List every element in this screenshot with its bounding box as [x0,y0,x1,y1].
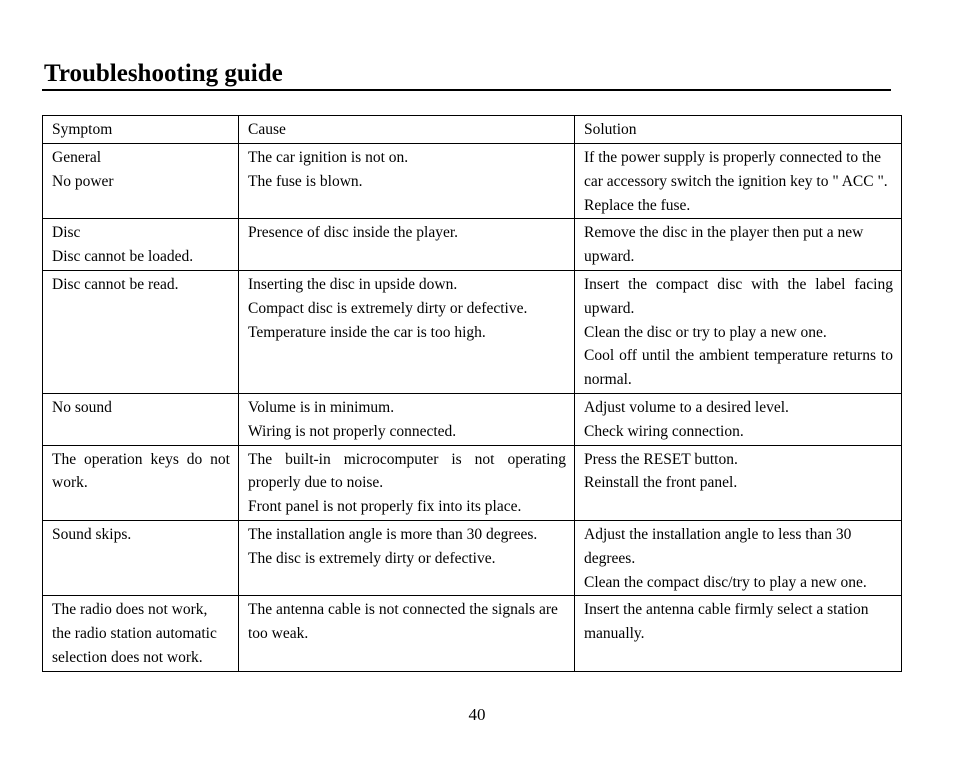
symptom-line: The radio does not work, the radio station automatic selection does not work. [52,601,217,666]
cause-line: The built-in microcomputer is not operating properly due to noise. [248,450,566,492]
solution-line: Clean the disc or try to play a new one. [584,323,827,341]
solution-line: Cool off until the ambient temperature returns to normal. [584,347,893,389]
solution-cell [575,270,902,393]
cause-line: Volume is in minimum. [248,398,395,416]
cause-line: The car ignition is not on. [248,149,409,166]
solution-line: Remove the disc in the player then put a new upward. [584,224,864,266]
table-row [43,596,902,671]
cause-line: Temperature inside the car is too high. [248,323,486,341]
cause-line: Wiring is not properly connected. [248,422,457,440]
solution-cell [575,445,902,520]
symptom-line: Disc cannot be loaded. [52,248,194,266]
solution-line: Reinstall the front panel. [584,474,738,492]
cause-line: Front panel is not properly fix into its place. [248,498,522,516]
cause-line: The installation angle is more than 30 degrees. [248,525,538,543]
symptom-line: Sound skips. [52,525,132,543]
title-underline [42,89,891,91]
cause-line: The fuse is blown. [248,172,363,190]
table-row [43,520,902,595]
cause-cell [239,445,575,520]
cause-cell [239,520,575,595]
cause-cell [239,596,575,671]
symptom-line: Disc [52,224,81,242]
cause-cell [239,270,575,393]
symptom-line: Disc cannot be read. [52,275,179,293]
solution-line: Insert the compact disc with the label facing upward. [584,275,893,317]
solution-cell [575,520,902,595]
table-row [43,393,902,445]
symptom-cell [43,445,239,520]
cause-line: The disc is extremely dirty or defective. [248,549,496,567]
table-row [43,219,902,271]
cause-cell [239,219,575,271]
cause-cell [239,393,575,445]
troubleshooting-table [42,115,902,672]
cause-line: Compact disc is extremely dirty or defective. [248,299,528,317]
table-row [43,445,902,520]
symptom-cell [43,270,239,393]
symptom-cell [43,219,239,271]
solution-line: Clean the compact disc/try to play a new one. [584,573,867,591]
solution-cell [575,596,902,671]
cause-line: Presence of disc inside the player. [248,224,459,242]
solution-line: Adjust volume to a desired level. [584,398,789,416]
page-number: 40 [468,705,486,724]
cause-cell [239,144,575,219]
header-cause: Cause [239,116,575,144]
symptom-cell [43,520,239,595]
solution-line: Press the RESET button. [584,450,738,468]
symptom-line: No sound [52,398,112,416]
solution-line: Adjust the installation angle to less than 30 degrees. [584,525,852,567]
table-row [43,144,902,219]
symptom-line: The operation keys do not work. [52,450,230,492]
header-symptom: Symptom [43,116,239,144]
cause-line: Inserting the disc in upside down. [248,275,458,293]
solution-line: Check wiring connection. [584,422,744,440]
table-header-row [43,116,902,144]
symptom-line: General [52,149,102,166]
solution-line: Replace the fuse. [584,196,691,214]
solution-line: If the power supply is properly connected to the car accessory switch the ignition key to " ACC ". [584,149,888,190]
cause-line: The antenna cable is not connected the signals are too weak. [248,601,558,643]
symptom-line: No power [52,172,114,190]
symptom-cell [43,596,239,671]
table-row [43,270,902,393]
solution-cell [575,219,902,271]
solution-cell [575,393,902,445]
solution-line: Insert the antenna cable firmly select a station manually. [584,601,869,643]
symptom-cell [43,393,239,445]
page-title: Troubleshooting guide [44,60,283,87]
solution-cell [575,144,902,219]
symptom-cell [43,144,239,219]
header-solution: Solution [575,116,902,144]
